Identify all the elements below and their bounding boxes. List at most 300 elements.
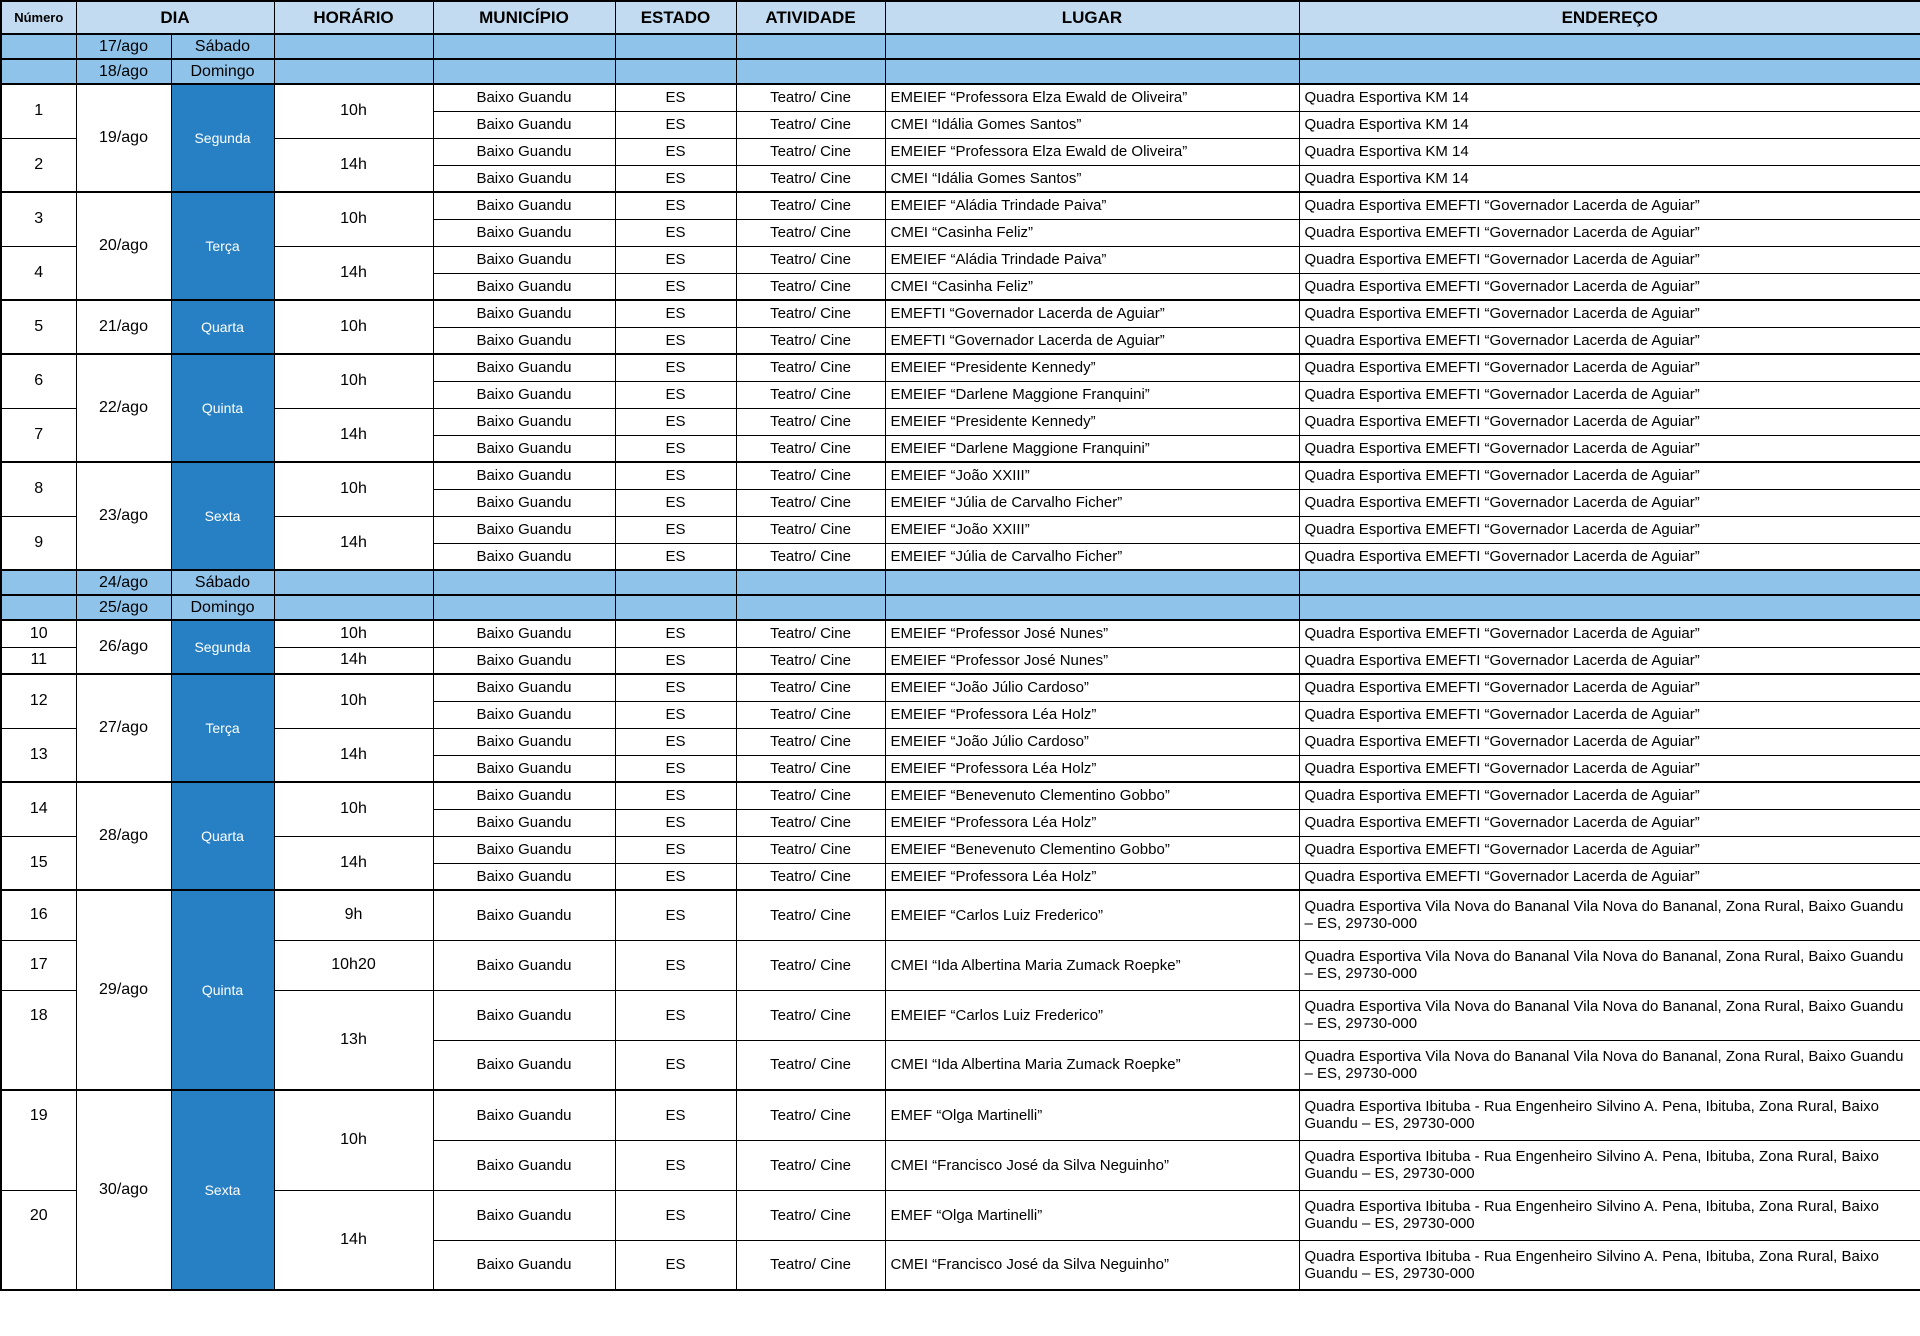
table-row <box>1 836 1920 863</box>
cell-lugar: EMEFTI “Governador Lacerda de Aguiar” <box>885 300 1299 327</box>
cell-estado: ES <box>615 219 736 246</box>
cell-lugar: EMEIEF “Carlos Luiz Frederico” <box>885 890 1299 940</box>
cell-endereco: Quadra Esportiva EMEFTI “Governador Lacerda de Aguiar” <box>1299 782 1920 809</box>
cell-date: 19/ago <box>76 84 171 192</box>
table-row <box>1 940 1920 990</box>
cell-municipio: Baixo Guandu <box>433 381 615 408</box>
cell-lugar: EMEIEF “Aládia Trindade Paiva” <box>885 192 1299 219</box>
cell-lugar: EMEIEF “Professor José Nunes” <box>885 647 1299 674</box>
cell-municipio: Baixo Guandu <box>433 863 615 890</box>
cell-numero: 9 <box>1 516 76 570</box>
cell-horario: 10h <box>274 192 433 246</box>
cell-endereco: Quadra Esportiva EMEFTI “Governador Lacerda de Aguiar” <box>1299 516 1920 543</box>
cell-municipio: Baixo Guandu <box>433 408 615 435</box>
cell-numero: 17 <box>1 940 76 990</box>
cell-date: 24/ago <box>76 570 171 595</box>
header-numero: Número <box>1 1 76 34</box>
cell-empty <box>1299 59 1920 84</box>
cell-endereco: Quadra Esportiva KM 14 <box>1299 138 1920 165</box>
cell-endereco: Quadra Esportiva EMEFTI “Governador Lacerda de Aguiar” <box>1299 192 1920 219</box>
cell-endereco: Quadra Esportiva EMEFTI “Governador Lacerda de Aguiar” <box>1299 620 1920 647</box>
cell-endereco: Quadra Esportiva EMEFTI “Governador Lacerda de Aguiar” <box>1299 755 1920 782</box>
cell-empty <box>1299 570 1920 595</box>
cell-municipio: Baixo Guandu <box>433 138 615 165</box>
cell-empty <box>885 595 1299 620</box>
cell-endereco: Quadra Esportiva EMEFTI “Governador Lacerda de Aguiar” <box>1299 863 1920 890</box>
cell-numero: 2 <box>1 138 76 192</box>
table-row <box>1 1190 1920 1240</box>
header-municipio: MUNICÍPIO <box>433 1 615 34</box>
cell-numero: 10 <box>1 620 76 647</box>
cell-municipio: Baixo Guandu <box>433 990 615 1040</box>
cell-horario: 10h <box>274 354 433 408</box>
cell-lugar: EMEIEF “João Júlio Cardoso” <box>885 728 1299 755</box>
cell-estado: ES <box>615 755 736 782</box>
cell-empty <box>274 59 433 84</box>
cell-numero: 3 <box>1 192 76 246</box>
cell-endereco: Quadra Esportiva EMEFTI “Governador Lacerda de Aguiar” <box>1299 300 1920 327</box>
cell-estado: ES <box>615 192 736 219</box>
cell-estado: ES <box>615 246 736 273</box>
cell-endereco: Quadra Esportiva EMEFTI “Governador Lacerda de Aguiar” <box>1299 728 1920 755</box>
cell-lugar: EMEIEF “Presidente Kennedy” <box>885 408 1299 435</box>
cell-horario: 14h <box>274 1190 433 1290</box>
cell-endereco: Quadra Esportiva EMEFTI “Governador Lacerda de Aguiar” <box>1299 354 1920 381</box>
cell-horario: 9h <box>274 890 433 940</box>
cell-atividade: Teatro/ Cine <box>736 1040 885 1090</box>
cell-municipio: Baixo Guandu <box>433 327 615 354</box>
cell-atividade: Teatro/ Cine <box>736 1140 885 1190</box>
schedule-body <box>1 34 1920 1290</box>
cell-municipio: Baixo Guandu <box>433 165 615 192</box>
cell-atividade: Teatro/ Cine <box>736 165 885 192</box>
cell-estado: ES <box>615 701 736 728</box>
cell-endereco: Quadra Esportiva Vila Nova do Bananal Vila Nova do Bananal, Zona Rural, Baixo Guandu – ES, 29730-000 <box>1299 990 1920 1040</box>
cell-numero: 20 <box>1 1190 76 1290</box>
cell-lugar: EMEF “Olga Martinelli” <box>885 1090 1299 1140</box>
header-row <box>1 1 1920 34</box>
cell-estado: ES <box>615 1140 736 1190</box>
cell-numero: 1 <box>1 84 76 138</box>
day-name-cell: Segunda <box>171 84 274 192</box>
cell-date: 22/ago <box>76 354 171 462</box>
cell-estado: ES <box>615 354 736 381</box>
cell-date: 25/ago <box>76 595 171 620</box>
cell-municipio: Baixo Guandu <box>433 1190 615 1240</box>
cell-atividade: Teatro/ Cine <box>736 1190 885 1240</box>
cell-estado: ES <box>615 138 736 165</box>
cell-endereco: Quadra Esportiva EMEFTI “Governador Lacerda de Aguiar” <box>1299 435 1920 462</box>
cell-empty <box>433 34 615 59</box>
cell-horario: 14h <box>274 246 433 300</box>
cell-estado: ES <box>615 273 736 300</box>
cell-lugar: EMEIEF “João XXIII” <box>885 516 1299 543</box>
day-name-cell: Quarta <box>171 782 274 890</box>
cell-date: 30/ago <box>76 1090 171 1290</box>
cell-estado: ES <box>615 990 736 1040</box>
cell-numero: 13 <box>1 728 76 782</box>
cell-municipio: Baixo Guandu <box>433 489 615 516</box>
header-dia: DIA <box>76 1 274 34</box>
day-name-cell: Sexta <box>171 462 274 570</box>
cell-estado: ES <box>615 489 736 516</box>
header-atividade: ATIVIDADE <box>736 1 885 34</box>
cell-horario: 14h <box>274 647 433 674</box>
day-name-cell: Terça <box>171 192 274 300</box>
table-row <box>1 890 1920 940</box>
cell-numero <box>1 59 76 84</box>
cell-estado: ES <box>615 543 736 570</box>
cell-municipio: Baixo Guandu <box>433 84 615 111</box>
cell-estado: ES <box>615 1090 736 1140</box>
cell-atividade: Teatro/ Cine <box>736 219 885 246</box>
cell-endereco: Quadra Esportiva Ibituba - Rua Engenheiro Silvino A. Pena, Ibituba, Zona Rural, Baixo Guandu – ES, 29730-000 <box>1299 1190 1920 1240</box>
cell-estado: ES <box>615 1040 736 1090</box>
cell-municipio: Baixo Guandu <box>433 728 615 755</box>
cell-endereco: Quadra Esportiva KM 14 <box>1299 111 1920 138</box>
cell-municipio: Baixo Guandu <box>433 462 615 489</box>
table-row <box>1 674 1920 701</box>
cell-numero: 16 <box>1 890 76 940</box>
cell-empty <box>615 59 736 84</box>
cell-lugar: CMEI “Idália Gomes Santos” <box>885 165 1299 192</box>
table-row <box>1 300 1920 327</box>
cell-atividade: Teatro/ Cine <box>736 138 885 165</box>
cell-lugar: EMEIEF “Professora Léa Holz” <box>885 863 1299 890</box>
cell-lugar: EMEIEF “Darlene Maggione Franquini” <box>885 435 1299 462</box>
cell-municipio: Baixo Guandu <box>433 755 615 782</box>
cell-atividade: Teatro/ Cine <box>736 620 885 647</box>
cell-date: 23/ago <box>76 462 171 570</box>
cell-horario: 14h <box>274 408 433 462</box>
cell-empty <box>274 595 433 620</box>
cell-horario: 14h <box>274 138 433 192</box>
cell-empty <box>615 34 736 59</box>
cell-day: Domingo <box>171 59 274 84</box>
cell-endereco: Quadra Esportiva EMEFTI “Governador Lacerda de Aguiar” <box>1299 273 1920 300</box>
cell-municipio: Baixo Guandu <box>433 809 615 836</box>
cell-lugar: CMEI “Ida Albertina Maria Zumack Roepke” <box>885 940 1299 990</box>
cell-estado: ES <box>615 782 736 809</box>
day-name-cell: Sexta <box>171 1090 274 1290</box>
cell-estado: ES <box>615 111 736 138</box>
cell-lugar: EMEIEF “Carlos Luiz Frederico” <box>885 990 1299 1040</box>
cell-estado: ES <box>615 84 736 111</box>
cell-endereco: Quadra Esportiva EMEFTI “Governador Lacerda de Aguiar” <box>1299 462 1920 489</box>
header-horario: HORÁRIO <box>274 1 433 34</box>
table-row <box>1 620 1920 647</box>
cell-lugar: CMEI “Ida Albertina Maria Zumack Roepke” <box>885 1040 1299 1090</box>
cell-lugar: EMEIEF “Presidente Kennedy” <box>885 354 1299 381</box>
cell-atividade: Teatro/ Cine <box>736 408 885 435</box>
cell-lugar: EMEIEF “Benevenuto Clementino Gobbo” <box>885 836 1299 863</box>
cell-estado: ES <box>615 863 736 890</box>
weekend-row <box>1 34 1920 59</box>
cell-date: 28/ago <box>76 782 171 890</box>
cell-estado: ES <box>615 327 736 354</box>
cell-empty <box>736 59 885 84</box>
cell-lugar: EMEIEF “Professora Léa Holz” <box>885 755 1299 782</box>
cell-empty <box>736 34 885 59</box>
cell-atividade: Teatro/ Cine <box>736 192 885 219</box>
cell-atividade: Teatro/ Cine <box>736 354 885 381</box>
cell-empty <box>433 570 615 595</box>
cell-day: Sábado <box>171 570 274 595</box>
cell-municipio: Baixo Guandu <box>433 354 615 381</box>
cell-municipio: Baixo Guandu <box>433 192 615 219</box>
cell-estado: ES <box>615 300 736 327</box>
table-row <box>1 192 1920 219</box>
table-row <box>1 462 1920 489</box>
cell-numero <box>1 570 76 595</box>
cell-estado: ES <box>615 435 736 462</box>
cell-endereco: Quadra Esportiva EMEFTI “Governador Lacerda de Aguiar” <box>1299 647 1920 674</box>
cell-empty <box>274 34 433 59</box>
cell-empty <box>885 34 1299 59</box>
table-row <box>1 84 1920 111</box>
cell-atividade: Teatro/ Cine <box>736 381 885 408</box>
cell-numero: 12 <box>1 674 76 728</box>
cell-atividade: Teatro/ Cine <box>736 462 885 489</box>
cell-lugar: EMEIEF “João XXIII” <box>885 462 1299 489</box>
cell-atividade: Teatro/ Cine <box>736 300 885 327</box>
cell-date: 20/ago <box>76 192 171 300</box>
cell-numero <box>1 595 76 620</box>
cell-atividade: Teatro/ Cine <box>736 489 885 516</box>
cell-lugar: EMEIEF “Professora Léa Holz” <box>885 701 1299 728</box>
cell-estado: ES <box>615 620 736 647</box>
cell-numero: 18 <box>1 990 76 1090</box>
header-endereco: ENDEREÇO <box>1299 1 1920 34</box>
cell-endereco: Quadra Esportiva EMEFTI “Governador Lacerda de Aguiar” <box>1299 408 1920 435</box>
cell-atividade: Teatro/ Cine <box>736 674 885 701</box>
cell-empty <box>885 59 1299 84</box>
cell-lugar: EMEIEF “Professor José Nunes” <box>885 620 1299 647</box>
day-name-cell: Quinta <box>171 354 274 462</box>
cell-empty <box>615 570 736 595</box>
cell-numero: 14 <box>1 782 76 836</box>
cell-date: 29/ago <box>76 890 171 1090</box>
cell-numero: 4 <box>1 246 76 300</box>
cell-estado: ES <box>615 1190 736 1240</box>
cell-date: 27/ago <box>76 674 171 782</box>
cell-lugar: EMEIEF “Professora Léa Holz” <box>885 809 1299 836</box>
cell-empty <box>433 59 615 84</box>
cell-numero: 19 <box>1 1090 76 1190</box>
cell-endereco: Quadra Esportiva EMEFTI “Governador Lacerda de Aguiar” <box>1299 219 1920 246</box>
cell-lugar: EMEIEF “Júlia de Carvalho Ficher” <box>885 489 1299 516</box>
cell-atividade: Teatro/ Cine <box>736 327 885 354</box>
cell-endereco: Quadra Esportiva EMEFTI “Governador Lacerda de Aguiar” <box>1299 809 1920 836</box>
cell-municipio: Baixo Guandu <box>433 1040 615 1090</box>
cell-atividade: Teatro/ Cine <box>736 647 885 674</box>
cell-estado: ES <box>615 674 736 701</box>
cell-atividade: Teatro/ Cine <box>736 836 885 863</box>
cell-horario: 10h <box>274 300 433 354</box>
cell-endereco: Quadra Esportiva EMEFTI “Governador Lacerda de Aguiar” <box>1299 327 1920 354</box>
cell-empty <box>1299 595 1920 620</box>
cell-estado: ES <box>615 408 736 435</box>
cell-lugar: EMEF “Olga Martinelli” <box>885 1190 1299 1240</box>
cell-empty <box>274 570 433 595</box>
cell-horario: 10h20 <box>274 940 433 990</box>
cell-atividade: Teatro/ Cine <box>736 516 885 543</box>
cell-municipio: Baixo Guandu <box>433 300 615 327</box>
cell-endereco: Quadra Esportiva EMEFTI “Governador Lacerda de Aguiar” <box>1299 489 1920 516</box>
cell-municipio: Baixo Guandu <box>433 273 615 300</box>
cell-municipio: Baixo Guandu <box>433 1140 615 1190</box>
cell-empty <box>615 595 736 620</box>
cell-atividade: Teatro/ Cine <box>736 782 885 809</box>
cell-horario: 10h <box>274 620 433 647</box>
cell-numero: 15 <box>1 836 76 890</box>
cell-atividade: Teatro/ Cine <box>736 543 885 570</box>
cell-atividade: Teatro/ Cine <box>736 246 885 273</box>
cell-estado: ES <box>615 165 736 192</box>
cell-municipio: Baixo Guandu <box>433 701 615 728</box>
cell-endereco: Quadra Esportiva Ibituba - Rua Engenheiro Silvino A. Pena, Ibituba, Zona Rural, Baixo Guandu – ES, 29730-000 <box>1299 1140 1920 1190</box>
cell-day: Domingo <box>171 595 274 620</box>
header-lugar: LUGAR <box>885 1 1299 34</box>
cell-estado: ES <box>615 462 736 489</box>
cell-estado: ES <box>615 836 736 863</box>
weekend-row <box>1 570 1920 595</box>
cell-numero: 11 <box>1 647 76 674</box>
cell-atividade: Teatro/ Cine <box>736 111 885 138</box>
cell-numero: 5 <box>1 300 76 354</box>
cell-lugar: EMEIEF “Júlia de Carvalho Ficher” <box>885 543 1299 570</box>
cell-endereco: Quadra Esportiva EMEFTI “Governador Lacerda de Aguiar” <box>1299 674 1920 701</box>
cell-lugar: CMEI “Francisco José da Silva Neguinho” <box>885 1140 1299 1190</box>
cell-horario: 10h <box>274 84 433 138</box>
cell-atividade: Teatro/ Cine <box>736 940 885 990</box>
cell-atividade: Teatro/ Cine <box>736 809 885 836</box>
cell-atividade: Teatro/ Cine <box>736 273 885 300</box>
cell-horario: 10h <box>274 462 433 516</box>
table-row <box>1 408 1920 435</box>
cell-municipio: Baixo Guandu <box>433 435 615 462</box>
cell-atividade: Teatro/ Cine <box>736 84 885 111</box>
cell-endereco: Quadra Esportiva EMEFTI “Governador Lacerda de Aguiar” <box>1299 836 1920 863</box>
cell-municipio: Baixo Guandu <box>433 1090 615 1140</box>
cell-date: 18/ago <box>76 59 171 84</box>
cell-estado: ES <box>615 728 736 755</box>
day-name-cell: Quinta <box>171 890 274 1090</box>
cell-lugar: EMEIEF “Professora Elza Ewald de Oliveira” <box>885 84 1299 111</box>
cell-lugar: EMEIEF “Aládia Trindade Paiva” <box>885 246 1299 273</box>
cell-lugar: EMEFTI “Governador Lacerda de Aguiar” <box>885 327 1299 354</box>
cell-horario: 14h <box>274 728 433 782</box>
cell-estado: ES <box>615 1240 736 1290</box>
cell-endereco: Quadra Esportiva Vila Nova do Bananal Vila Nova do Bananal, Zona Rural, Baixo Guandu – ES, 29730-000 <box>1299 1040 1920 1090</box>
cell-estado: ES <box>615 647 736 674</box>
cell-empty <box>885 570 1299 595</box>
cell-day: Sábado <box>171 34 274 59</box>
weekend-row <box>1 595 1920 620</box>
table-row <box>1 354 1920 381</box>
weekend-row <box>1 59 1920 84</box>
cell-horario: 10h <box>274 782 433 836</box>
cell-endereco: Quadra Esportiva KM 14 <box>1299 84 1920 111</box>
cell-horario: 14h <box>274 516 433 570</box>
cell-lugar: CMEI “Idália Gomes Santos” <box>885 111 1299 138</box>
table-row <box>1 246 1920 273</box>
cell-lugar: CMEI “Francisco José da Silva Neguinho” <box>885 1240 1299 1290</box>
cell-atividade: Teatro/ Cine <box>736 890 885 940</box>
table-row <box>1 516 1920 543</box>
cell-atividade: Teatro/ Cine <box>736 728 885 755</box>
cell-atividade: Teatro/ Cine <box>736 863 885 890</box>
day-name-cell: Terça <box>171 674 274 782</box>
cell-municipio: Baixo Guandu <box>433 543 615 570</box>
cell-empty <box>1299 34 1920 59</box>
cell-estado: ES <box>615 381 736 408</box>
cell-atividade: Teatro/ Cine <box>736 1240 885 1290</box>
table-row <box>1 647 1920 674</box>
cell-municipio: Baixo Guandu <box>433 836 615 863</box>
cell-endereco: Quadra Esportiva EMEFTI “Governador Lacerda de Aguiar” <box>1299 381 1920 408</box>
cell-horario: 14h <box>274 836 433 890</box>
cell-date: 17/ago <box>76 34 171 59</box>
cell-estado: ES <box>615 809 736 836</box>
cell-endereco: Quadra Esportiva EMEFTI “Governador Lacerda de Aguiar” <box>1299 246 1920 273</box>
cell-date: 21/ago <box>76 300 171 354</box>
cell-municipio: Baixo Guandu <box>433 111 615 138</box>
cell-municipio: Baixo Guandu <box>433 620 615 647</box>
cell-atividade: Teatro/ Cine <box>736 990 885 1040</box>
table-row <box>1 1090 1920 1140</box>
cell-lugar: EMEIEF “Benevenuto Clementino Gobbo” <box>885 782 1299 809</box>
cell-endereco: Quadra Esportiva Ibituba - Rua Engenheiro Silvino A. Pena, Ibituba, Zona Rural, Baixo Guandu – ES, 29730-000 <box>1299 1090 1920 1140</box>
cell-horario: 10h <box>274 674 433 728</box>
cell-numero: 8 <box>1 462 76 516</box>
cell-estado: ES <box>615 890 736 940</box>
cell-municipio: Baixo Guandu <box>433 647 615 674</box>
header-estado: ESTADO <box>615 1 736 34</box>
cell-numero: 7 <box>1 408 76 462</box>
day-name-cell: Segunda <box>171 620 274 674</box>
cell-endereco: Quadra Esportiva EMEFTI “Governador Lacerda de Aguiar” <box>1299 701 1920 728</box>
table-row <box>1 990 1920 1040</box>
day-name-cell: Quarta <box>171 300 274 354</box>
cell-municipio: Baixo Guandu <box>433 516 615 543</box>
table-row <box>1 728 1920 755</box>
table-row <box>1 782 1920 809</box>
cell-lugar: CMEI “Casinha Feliz” <box>885 273 1299 300</box>
cell-lugar: EMEIEF “João Júlio Cardoso” <box>885 674 1299 701</box>
cell-numero <box>1 34 76 59</box>
cell-empty <box>433 595 615 620</box>
cell-lugar: EMEIEF “Professora Elza Ewald de Oliveira” <box>885 138 1299 165</box>
cell-estado: ES <box>615 516 736 543</box>
cell-municipio: Baixo Guandu <box>433 782 615 809</box>
cell-endereco: Quadra Esportiva Ibituba - Rua Engenheiro Silvino A. Pena, Ibituba, Zona Rural, Baixo Guandu – ES, 29730-000 <box>1299 1240 1920 1290</box>
cell-endereco: Quadra Esportiva KM 14 <box>1299 165 1920 192</box>
cell-endereco: Quadra Esportiva EMEFTI “Governador Lacerda de Aguiar” <box>1299 543 1920 570</box>
table-row <box>1 138 1920 165</box>
cell-date: 26/ago <box>76 620 171 674</box>
cell-atividade: Teatro/ Cine <box>736 435 885 462</box>
cell-empty <box>736 570 885 595</box>
cell-lugar: CMEI “Casinha Feliz” <box>885 219 1299 246</box>
cell-municipio: Baixo Guandu <box>433 219 615 246</box>
cell-municipio: Baixo Guandu <box>433 940 615 990</box>
cell-municipio: Baixo Guandu <box>433 1240 615 1290</box>
cell-municipio: Baixo Guandu <box>433 246 615 273</box>
cell-atividade: Teatro/ Cine <box>736 1090 885 1140</box>
cell-municipio: Baixo Guandu <box>433 674 615 701</box>
cell-horario: 10h <box>274 1090 433 1190</box>
